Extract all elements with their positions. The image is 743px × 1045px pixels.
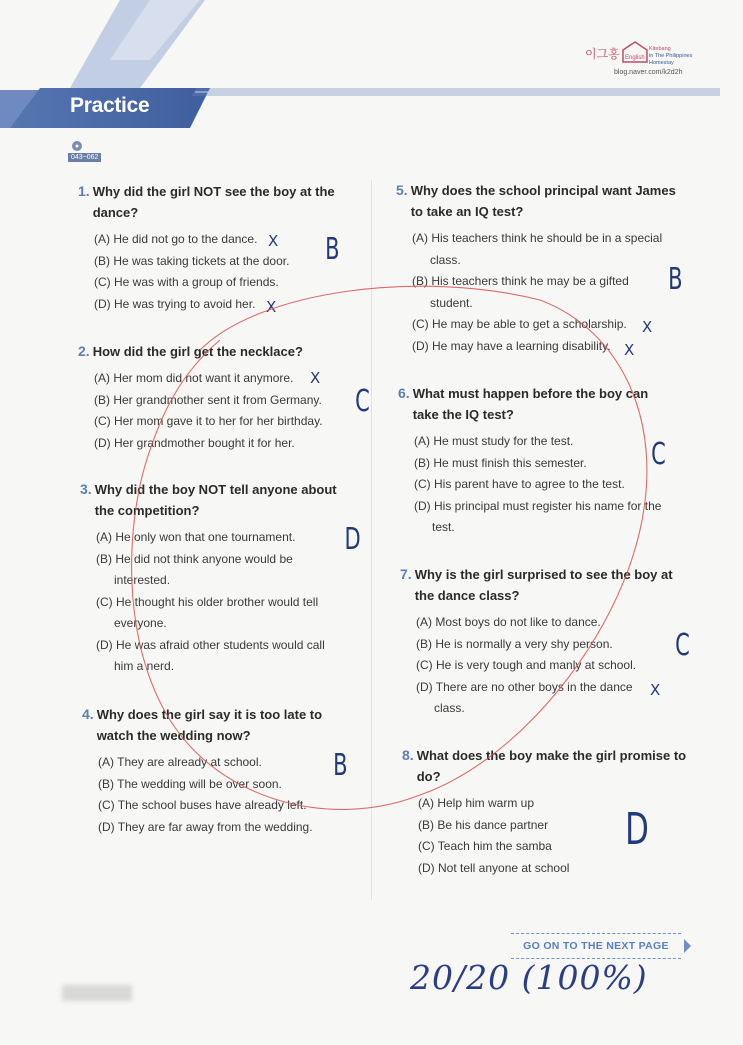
option-d: (D) He was afraid other students would call him a nerd. bbox=[96, 637, 325, 673]
question-text: What must happen before the boy can take the IQ test? bbox=[412, 386, 649, 422]
option-a: (A) They are already at school. bbox=[98, 755, 262, 769]
handwritten-answer-q5: B bbox=[668, 262, 683, 297]
question-number: 4. bbox=[82, 706, 94, 722]
handwritten-answer-q3: D bbox=[344, 522, 361, 557]
handwritten-answer-q6: C bbox=[651, 437, 666, 472]
question-text: Why is the girl surprised to see the boy at the dance class? bbox=[414, 567, 673, 603]
question-4 bbox=[82, 704, 362, 838]
logo-line-3: Homestay bbox=[649, 60, 674, 66]
option-c: (C) He is very tough and manly at school. bbox=[416, 658, 637, 672]
cross-mark-q7d: X bbox=[650, 681, 661, 699]
question-text: How did the girl get the necklace? bbox=[92, 344, 303, 359]
question-number: 8. bbox=[402, 747, 414, 763]
option-b: (B) He did not think anyone would be interested. bbox=[96, 551, 293, 587]
option-c: (C) The school buses have already left. bbox=[98, 798, 307, 812]
option-c: (C) Teach him the samba bbox=[418, 839, 552, 853]
option-d: (D) Her grandmother bought it for her. bbox=[94, 435, 295, 450]
logo-line-2: in The Philippines bbox=[649, 53, 693, 59]
cross-mark-q2a: X bbox=[310, 369, 321, 387]
handwritten-answer-q2: C bbox=[355, 384, 370, 419]
cross-mark-q5c: X bbox=[642, 318, 653, 336]
option-c: (C) He may be able to get a scholarship. bbox=[412, 317, 627, 331]
cross-mark-q1a: X bbox=[268, 232, 279, 250]
question-number: 7. bbox=[400, 566, 412, 582]
option-d: (D) He was trying to avoid her. bbox=[94, 296, 256, 311]
go-on-next-page-banner: GO ON TO THE NEXT PAGE bbox=[511, 933, 681, 959]
option-c: (C) His parent have to agree to the test. bbox=[414, 477, 625, 491]
question-number: 2. bbox=[78, 343, 90, 359]
option-a: (A) His teachers think he should be in a special class. bbox=[412, 231, 663, 267]
option-a: (A) He must study for the test. bbox=[414, 434, 574, 448]
option-a: (A) He did not go to the dance. bbox=[94, 232, 258, 246]
option-b: (B) He was taking tickets at the door. bbox=[94, 253, 290, 268]
handwritten-answer-q4: B bbox=[333, 748, 348, 783]
question-text: Why does the school principal want James to take an IQ test? bbox=[410, 183, 676, 219]
option-a: (A) Most boys do not like to dance. bbox=[416, 615, 601, 629]
question-number: 6. bbox=[398, 385, 410, 401]
handwritten-score: 20/20 (100%) bbox=[410, 958, 648, 997]
page-title: Practice bbox=[70, 94, 150, 117]
cross-mark-q1d: X bbox=[266, 298, 277, 316]
question-number: 1. bbox=[78, 183, 90, 199]
logo-url: blog.naver.com/k2d2h bbox=[614, 69, 683, 76]
page-number-blur bbox=[62, 985, 132, 1001]
track-number-badge: 043~062 bbox=[68, 153, 101, 162]
question-text: Why did the girl NOT see the boy at the dance? bbox=[92, 184, 335, 220]
option-d: (D) Not tell anyone at school bbox=[418, 860, 570, 875]
cd-icon bbox=[70, 140, 84, 152]
logo-korean-text: 이그홍 bbox=[585, 47, 620, 61]
logo-line-1: Kitebang bbox=[649, 46, 671, 52]
question-text: Why did the boy NOT tell anyone about the competition? bbox=[94, 482, 337, 518]
option-a: (A) He only won that one tournament. bbox=[96, 530, 296, 544]
question-number: 3. bbox=[80, 481, 92, 497]
question-text: Why does the girl say it is too late to watch the wedding now? bbox=[96, 707, 323, 743]
option-c: (C) He was with a group of friends. bbox=[94, 275, 279, 289]
question-1 bbox=[78, 181, 363, 315]
logo-english-text: English bbox=[625, 55, 645, 61]
handwritten-answer-q8: D bbox=[625, 804, 649, 855]
option-a: (A) Help him warm up bbox=[418, 796, 535, 810]
question-number: 5. bbox=[396, 182, 408, 198]
option-b: (B) Her grandmother sent it from Germany. bbox=[94, 392, 322, 407]
option-b: (B) Be his dance partner bbox=[418, 817, 549, 832]
question-text: What does the boy make the girl promise to do? bbox=[416, 748, 687, 784]
cross-mark-q5d: X bbox=[624, 341, 635, 359]
option-d: (D) There are no other boys in the dance class. bbox=[416, 679, 633, 715]
option-d: (D) His principal must register his name for the test. bbox=[414, 498, 662, 534]
option-d: (D) He may have a learning disability. bbox=[412, 338, 611, 353]
question-6 bbox=[398, 383, 663, 539]
handwritten-answer-q1: B bbox=[325, 232, 340, 267]
question-2 bbox=[78, 341, 363, 454]
option-b: (B) He is normally a very shy person. bbox=[416, 636, 613, 651]
option-c: (C) Her mom gave it to her for her birthday. bbox=[94, 414, 323, 428]
handwritten-answer-q7: C bbox=[675, 628, 690, 663]
option-c: (C) He thought his older brother would tell everyone. bbox=[96, 594, 319, 630]
option-b: (B) He must finish this semester. bbox=[414, 455, 587, 470]
option-b: (B) The wedding will be over soon. bbox=[98, 776, 282, 791]
column-divider bbox=[371, 180, 372, 900]
question-7 bbox=[400, 564, 685, 720]
question-3 bbox=[80, 479, 355, 678]
option-d: (D) They are far away from the wedding. bbox=[98, 819, 313, 834]
option-b: (B) His teachers think he may be a gifted student. bbox=[412, 274, 629, 310]
option-a: (A) Her mom did not want it anymore. bbox=[94, 371, 294, 385]
